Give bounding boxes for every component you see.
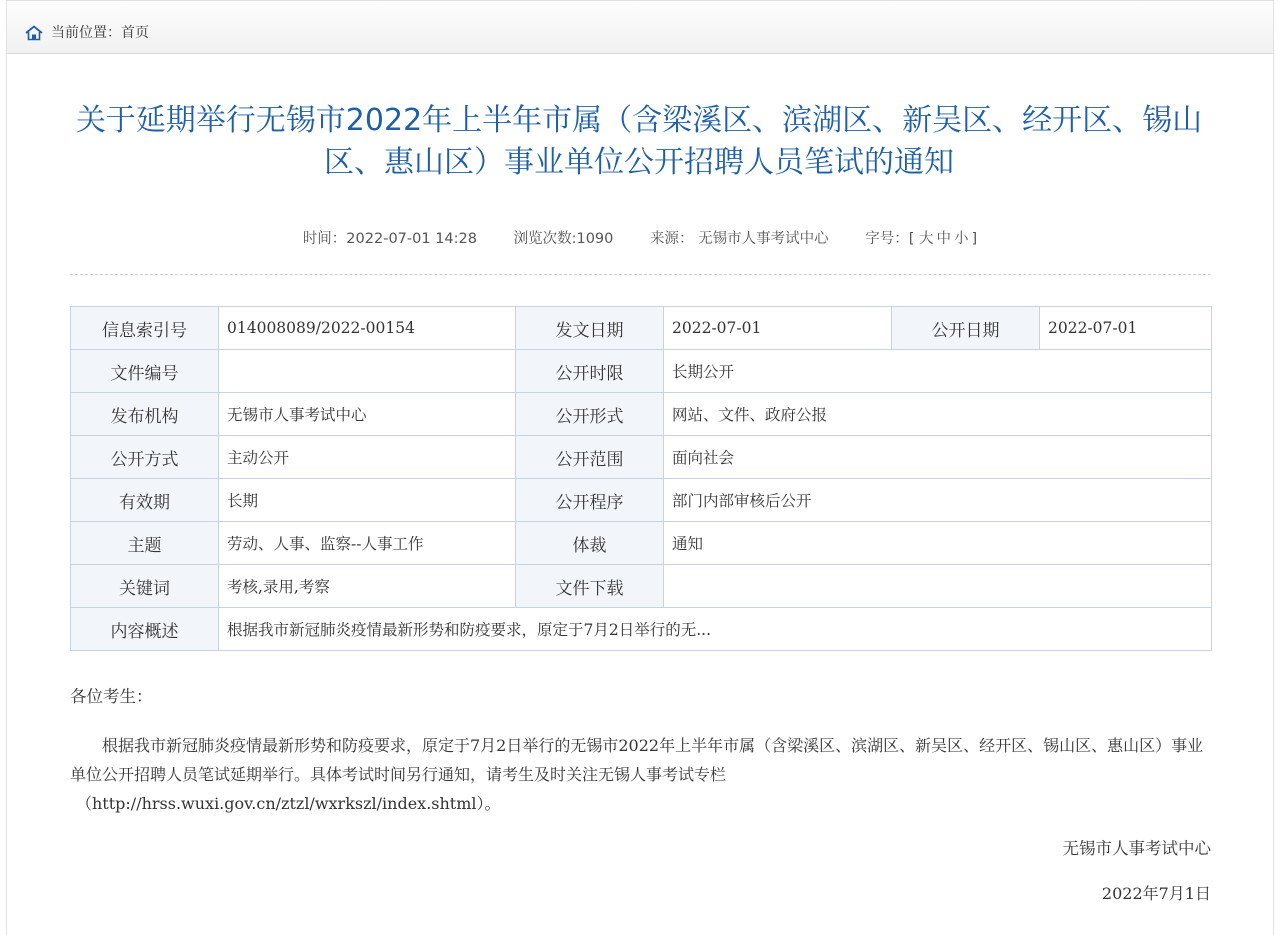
issue-date-value: 2022-07-01: [664, 307, 892, 350]
table-row: [71, 479, 1212, 522]
publisher-label: 发布机构: [71, 393, 219, 436]
issue-date-label: 发文日期: [516, 307, 664, 350]
open-form-value: 网站、文件、政府公报: [664, 393, 1212, 436]
body-main: 根据我市新冠肺炎疫情最新形势和防疫要求，原定于7月2日举行的无锡市2022年上半年市属（含梁溪区、滨湖区、新吴区、经开区、锡山区、惠山区）事业单位公开招聘人员笔试延期举行。具体考试时间另行通知，请考生及时关注无锡人事考试专栏: [70, 736, 1204, 784]
table-row: [71, 436, 1212, 479]
font-medium-link[interactable]: 中: [936, 231, 954, 247]
subject-value: 劳动、人事、监察--人事工作: [219, 522, 516, 565]
doc-no-value: [219, 350, 516, 393]
publish-time: 时间：2022-07-01 14:28: [302, 231, 477, 247]
signature: 无锡市人事考试中心: [1062, 839, 1211, 858]
info-table: [70, 306, 1212, 651]
table-row: [71, 565, 1212, 608]
body-url-link[interactable]: （http://hrss.wuxi.gov.cn/ztzl/wxrkszl/index.shtml）。: [76, 794, 501, 813]
breadcrumb-text: 当前位置：首页: [51, 25, 149, 41]
greeting: 各位考生：: [70, 687, 153, 706]
index-value: 014008089/2022-00154: [219, 307, 516, 350]
article-meta: [0, 227, 1280, 248]
summary-label: 内容概述: [71, 608, 219, 651]
signature-date: 2022年7月1日: [1101, 884, 1211, 903]
download-label: 文件下载: [516, 565, 664, 608]
font-large-link[interactable]: 大: [919, 231, 937, 247]
source: 来源： 无锡市人事考试中心: [650, 231, 829, 247]
font-bracket-close: ]: [971, 231, 978, 247]
doc-no-label: 文件编号: [71, 350, 219, 393]
font-bracket-open: [: [908, 231, 915, 247]
validity-value: 长期: [219, 479, 516, 522]
open-procedure-label: 公开程序: [516, 479, 664, 522]
open-method-label: 公开方式: [71, 436, 219, 479]
article-body: [70, 731, 1215, 818]
breadcrumb: [6, 0, 1274, 54]
keywords-label: 关键词: [71, 565, 219, 608]
keywords-value: 考核,录用,考察: [219, 565, 516, 608]
table-row: [71, 608, 1212, 651]
font-size-label: 字号：: [865, 231, 909, 247]
table-row: [71, 393, 1212, 436]
font-small-link[interactable]: 小: [954, 231, 972, 247]
genre-label: 体裁: [516, 522, 664, 565]
genre-value: 通知: [664, 522, 1212, 565]
index-label: 信息索引号: [71, 307, 219, 350]
meta-divider: [70, 274, 1211, 275]
open-scope-value: 面向社会: [664, 436, 1212, 479]
validity-label: 有效期: [71, 479, 219, 522]
home-icon: [25, 25, 43, 41]
open-form-label: 公开形式: [516, 393, 664, 436]
table-row: [71, 307, 1212, 350]
font-size-switcher: [865, 231, 977, 247]
open-period-label: 公开时限: [516, 350, 664, 393]
body-paragraph: [70, 731, 1215, 818]
open-period-value: 长期公开: [664, 350, 1212, 393]
article-title: 关于延期举行无锡市2022年上半年市属（含梁溪区、滨湖区、新吴区、经开区、锡山区、惠山区）事业单位公开招聘人员笔试的通知: [75, 103, 1203, 180]
open-scope-label: 公开范围: [516, 436, 664, 479]
open-date-value: 2022-07-01: [1040, 307, 1212, 350]
subject-label: 主题: [71, 522, 219, 565]
summary-value: 根据我市新冠肺炎疫情最新形势和防疫要求，原定于7月2日举行的无...: [219, 608, 1212, 651]
table-row: [71, 522, 1212, 565]
open-method-value: 主动公开: [219, 436, 516, 479]
publisher-value: 无锡市人事考试中心: [219, 393, 516, 436]
download-value: [664, 565, 1212, 608]
table-row: [71, 350, 1212, 393]
view-count: 浏览次数:1090: [513, 231, 614, 247]
open-procedure-value: 部门内部审核后公开: [664, 479, 1212, 522]
open-date-label: 公开日期: [892, 307, 1040, 350]
